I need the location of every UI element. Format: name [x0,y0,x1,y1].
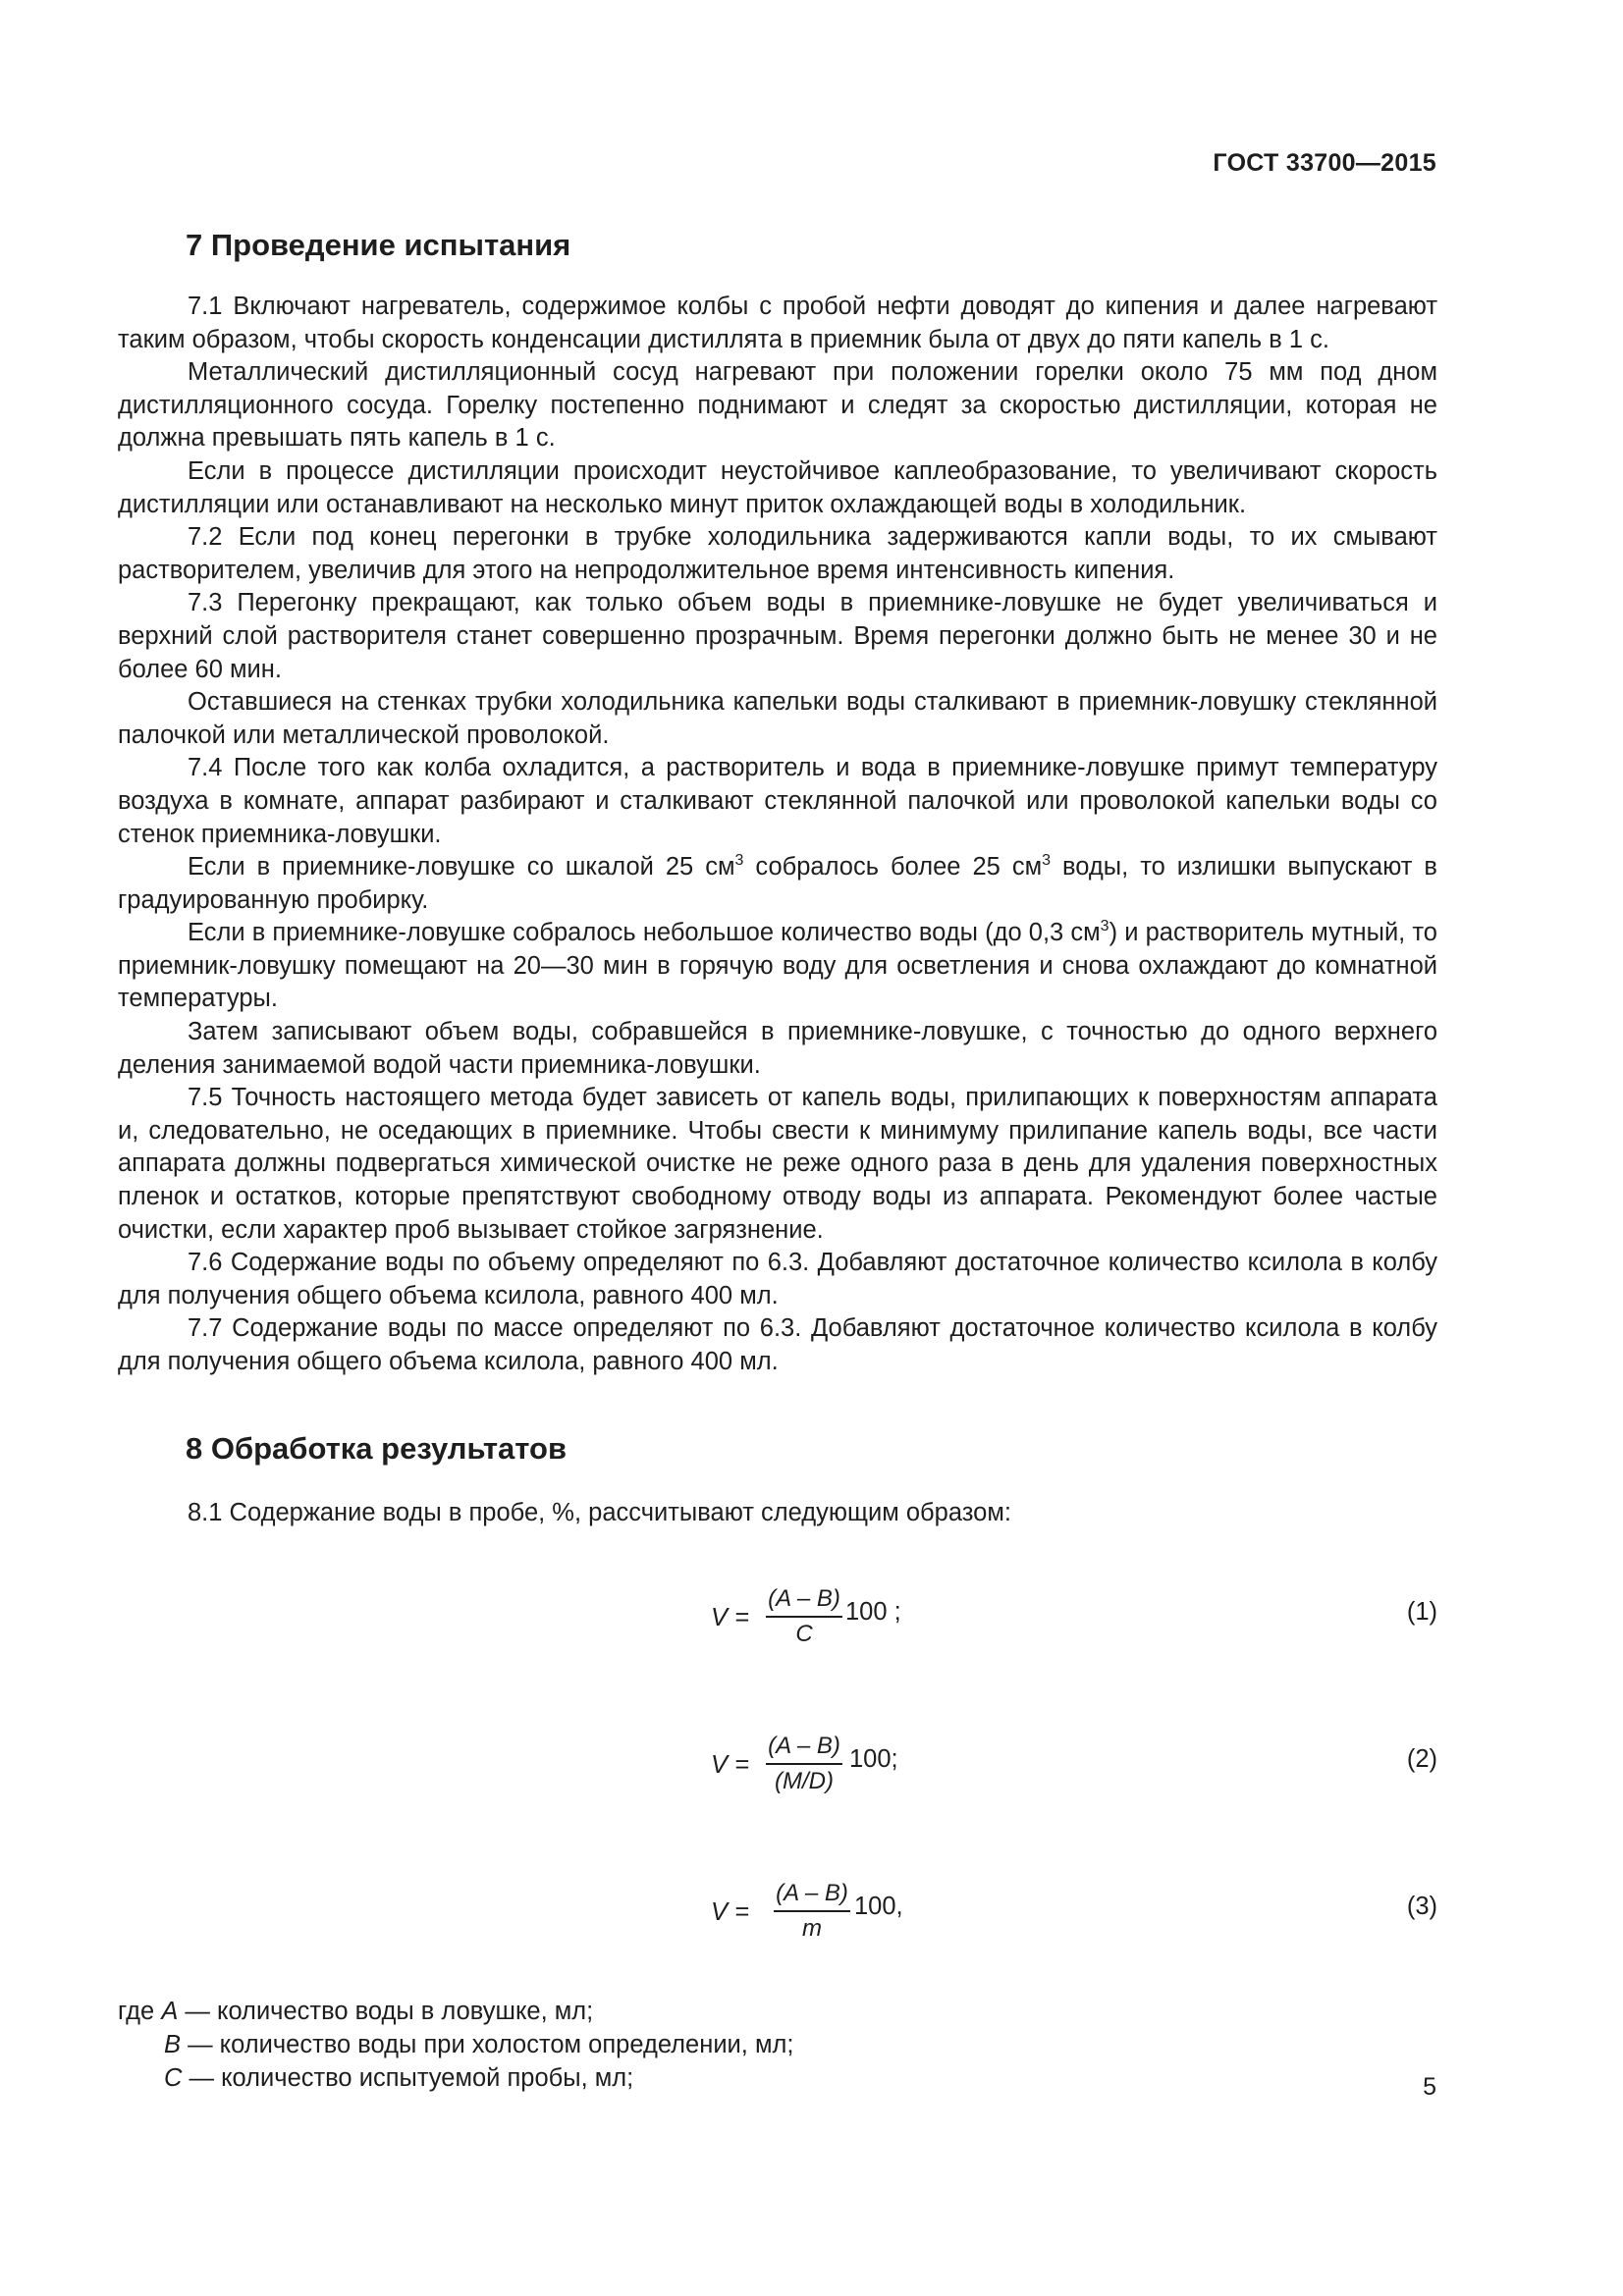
formula-numerator: (A – B) [776,1880,848,1907]
formula-denominator: C [795,1621,813,1648]
fraction-bar [766,1763,842,1765]
definition-b [118,2028,1437,2061]
formula-3 [118,1847,1437,1995]
paragraph-7-3-remaining-drops: Оставшиеся на стенках трубки холодильника капельки воды сталкивают в приемник-ловушку стеклянной палочкой или металлической проволокой. [118,688,1437,749]
paragraph-7-1-metal-vessel: Металлический дистилляционный сосуд нагревают при положении горелки около 75 мм под дном дистилляционного сосуда. Горелку постепенно поднимают и следят за скоростью дистилляции, которая не должна превышать пять капель в 1 с. [118,358,1437,453]
paragraph-7-4-excess-water [118,851,1437,917]
formula-1 [118,1553,1437,1700]
paragraph-7-1: 7.1 Включают нагреватель, содержимое колбы с пробой нефти доводят до кипения и далее нагревают таким образом, чтобы скорость конденсации дистиллята в приемник была от двух до пяти капель в 1 с. [118,293,1437,353]
formula-tail: 100 ; [845,1598,901,1627]
paragraph-7-7: 7.7 Содержание воды по массе определяют по 6.3. Добавляют достаточное количество ксилола в колбу для получения общего объема ксилола, равного 400 мл. [118,1314,1437,1375]
paragraph-7-4-record-volume: Затем записывают объем воды, собравшейся в приемнике-ловушке, с точностью до одного верхнего деления занимаемой водой части приемника-ловушки. [118,1018,1437,1079]
page-content [118,226,1437,2095]
definition-prefix: где [118,1998,162,2026]
formula-lhs: V = [711,1751,749,1780]
formula-number: (3) [1406,1893,1437,1921]
superscript-3: 3 [734,852,744,870]
formula-numerator: (A – B) [768,1585,840,1613]
paragraph-8-1: 8.1 Содержание воды в пробе, %, рассчитывают следующим образом: [188,1498,1011,1526]
definition-text: — количество воды при холостом определении, мл; [181,2031,794,2059]
paragraph-7-1-unstable-drops: Если в процессе дистилляции происходит неустойчивое каплеобразование, то увеличивают скорость дистилляции или останавливают на несколько минут приток охлаждающей воды в холодильник. [118,456,1437,518]
fraction-bar [766,1616,842,1618]
formula-lhs: V = [711,1898,749,1927]
text-fragment: Если в приемнике-ловушке собралось небольшое количество воды (до 0,3 см [188,919,1101,947]
definition-a [118,1995,1437,2028]
paragraph-7-5: 7.5 Точность настоящего метода будет зависеть от капель воды, прилипающих к поверхностям аппарата и, следовательно, не оседающих в приемнике. Чтобы свести к минимуму прилипание капель воды, все части аппарата должны подвергаться химической очистке не реже одного раза в день для удаления поверхностных пленок и остатков, которые препятствуют свободному отводу воды из аппарата. Рекомендуют более частые очистки, если характер проб вызывает стойкое загрязнение. [118,1084,1437,1244]
formula-numerator: (A – B) [768,1733,840,1760]
paragraph-7-6: 7.6 Содержание воды по объему определяют по 6.3. Добавляют достаточное количество ксилола в колбу для получения общего объема ксилола, равного 400 мл. [118,1249,1437,1309]
paragraph-7-4: 7.4 После того как колба охладится, а растворитель и вода в приемнике-ловушке примут температуру воздуха в комнате, аппарат разбирают и сталкивают стеклянной палочкой или проволокой капельки воды со стенок приемника-ловушки. [118,754,1437,848]
page-number: 5 [1423,2073,1436,2101]
fraction-bar [774,1910,850,1912]
text-fragment: ) и растворитель мутный, то приемник-ловушку помещают на 20—30 мин в горячую воду для осветления и снова охлаждают до комнатной температуры. [118,919,1437,1013]
section-8-title: 8 Обработка результатов [186,1430,568,1466]
formula-number: (1) [1406,1598,1437,1627]
formula-tail: 100, [854,1893,903,1921]
formula-fraction [766,1585,842,1648]
formula-tail: 100; [849,1745,898,1774]
formula-denominator: (M/D) [775,1768,834,1795]
document-id-header: ГОСТ 33700—2015 [1213,149,1436,177]
definition-symbol: C [164,2064,183,2093]
section-7-title: 7 Проведение испытания [186,228,571,262]
superscript-3: 3 [1100,918,1109,935]
paragraph-7-3: 7.3 Перегонку прекращают, как только объем воды в приемнике-ловушке не будет увеличиваться и верхний слой растворителя станет совершенно прозрачным. Время перегонки должно быть не менее 30 и не более 60 мин. [118,589,1437,683]
definition-symbol: A [161,1998,179,2026]
formula-lhs: V = [711,1604,749,1632]
formula-2 [118,1700,1437,1847]
definition-text: — количество испытуемой пробы, мл; [182,2064,634,2093]
definition-symbol: B [164,2031,182,2059]
formula-number: (2) [1406,1745,1437,1774]
text-fragment: собралось более 25 см [743,853,1043,881]
superscript-3: 3 [1042,852,1052,870]
definition-c [118,2061,1437,2095]
text-fragment: воды, то излишки выпускают в градуированную пробирку. [118,853,1437,914]
formula-fraction [774,1880,850,1943]
paragraph-7-4-small-water [118,917,1437,1016]
formula-fraction [766,1733,842,1795]
variable-definitions [118,1995,1437,2095]
text-fragment: Если в приемнике-ловушке со шкалой 25 см [188,853,735,881]
formula-denominator: m [802,1915,822,1943]
definition-text: — количество воды в ловушке, мл; [178,1998,594,2026]
paragraph-7-2: 7.2 Если под конец перегонки в трубке холодильника задерживаются капли воды, то их смывают растворителем, увеличив для этого на непродолжительное время интенсивность кипения. [118,523,1437,584]
